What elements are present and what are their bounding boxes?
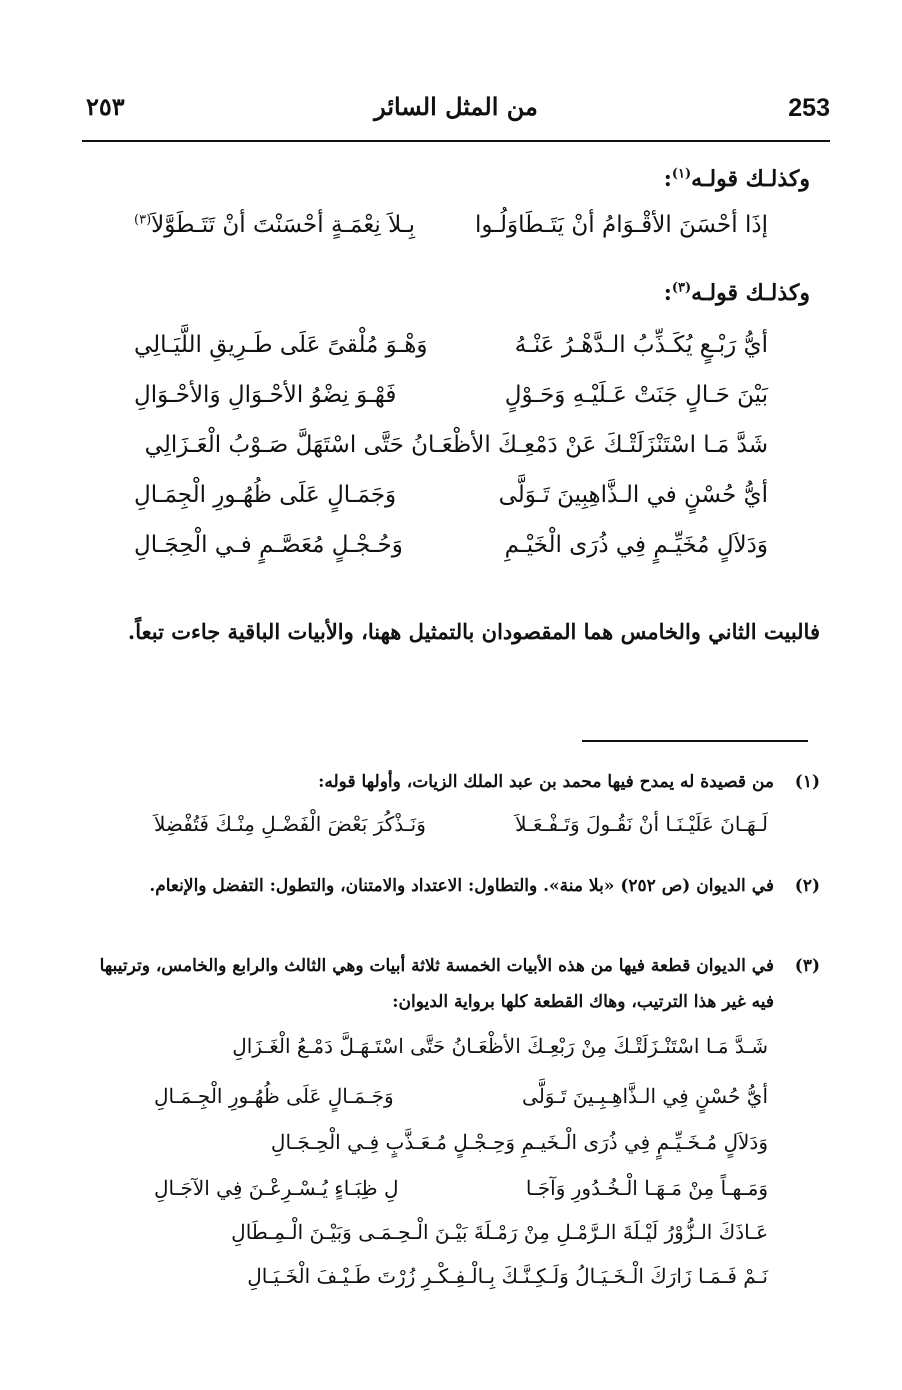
footnote-verse — [154, 1176, 768, 1216]
verse-second-hemistich: وَجَـمَـالٍ عَلَى ظُهُـورِ الْجِـمَـالِ — [154, 1084, 394, 1108]
footnote-text: في الديوان (ص ٢٥٢) «بلا منة». والتطاول: الاعتداد والامتنان، والتطول: التفضل والإنعام. — [149, 876, 774, 896]
intro-line-1 — [664, 166, 810, 192]
footnote-rule — [582, 740, 808, 742]
verse-line — [134, 432, 768, 480]
verse-first-hemistich: أيُّ رَبْـعٍ يُكَـذِّبُ الـدَّهْـرُ عَنْـهُ — [514, 332, 768, 358]
footnote-verse — [154, 1220, 768, 1260]
verse-full-line: شَـدَّ مَـا اسْتَنْـزَلَتْـكَ مِنْ رَبْعِـكَ الأظْعَـانُ حَتَّى اسْتَـهَـلَّ دَمْـعُ الْغَـزَالِ — [232, 1034, 768, 1058]
page-number-arabic: ٢٥٣ — [86, 92, 125, 121]
verse-second-hemistich: وَجَمَـالٍ عَلَى ظُهُـورِ الْجِمَـالِ — [134, 482, 397, 508]
footnote-number: (٢) — [794, 876, 820, 896]
verse-line — [134, 482, 768, 530]
page-number-latin: 253 — [788, 94, 830, 122]
footnote-marker: (٣) — [134, 212, 152, 228]
footnote-verse — [154, 812, 768, 852]
verse-first-hemistich: لَـهَـانَ عَلَيْـنَـا أنْ نَقُـولَ وَتَـفْـعَـلاَ — [515, 812, 768, 836]
verse-full-line: نَـمْ فَـمَـا زَارَكَ الْـخَـيَـالُ وَلَـكِـنَّـكَ بِـالْـفِـكْـرِ زُرْتَ طَـيْـفَ الْخَـيَـالِ — [247, 1264, 768, 1288]
verse-line — [134, 212, 768, 260]
body-paragraph: فالبيت الثاني والخامس هما المقصودان بالتمثيل ههنا، والأبيات الباقية جاءت تبعاً. — [127, 619, 820, 644]
footnote-number: (٣) — [794, 956, 820, 976]
verse-second-hemistich — [134, 212, 415, 238]
verse-full-line: عَـاذَكَ الـزُّوْرُ لَيْـلَةَ الـرَّمْـلِ مِنْ رَمْـلَةَ بَيْـنَ الْـحِـمَـى وَبَيْـنَ الْـمِـطَالِ — [231, 1220, 768, 1244]
verse-full-line: وَدَلاَلٍ مُـخَـيِّـمٍ فِي ذُرَى الْـخَيـمِ وَحِـجْـلٍ مُـعَـذَّبٍ فِـي الْحِـجَـالِ — [270, 1130, 768, 1154]
verse-line — [134, 382, 768, 430]
verse-first-hemistich: إذَا أحْسَنَ الأقْـوَامُ أنْ يَتَـطَاوَلُـوا — [474, 212, 768, 238]
footnote-marker: (١) — [671, 166, 692, 182]
verse-first-hemistich: أيُّ حُسْنٍ في الـذَّاهِبِينَ تَـوَلَّى — [498, 482, 768, 508]
footnote-text: من قصيدة له يمدح فيها محمد بن عبد الملك الزيات، وأولها قوله: — [318, 772, 774, 792]
intro-text: وكذلـك قولـه — [691, 166, 810, 192]
footnote-verse — [154, 1084, 768, 1124]
verse-second-hemistich: وَهْـوَ مُلْقىً عَلَى طَـرِيقِ اللَّيَـالِي — [134, 332, 428, 358]
footnote-verse — [154, 1034, 768, 1074]
page-header — [82, 88, 830, 132]
footnote-verse — [154, 1264, 768, 1304]
intro-line-2 — [664, 280, 810, 306]
footnote-2 — [72, 868, 820, 904]
verse-second-hemistich: لِ ظِبَـاءٍ يُـسْـرِعْـنَ فِي الآجَـالِ — [154, 1176, 399, 1200]
page-title: من المثل السائر — [374, 92, 538, 121]
verse-first-hemistich: وَدَلاَلٍ مُخَيِّـمٍ فِي ذُرَى الْخَيْـمِ — [504, 532, 768, 558]
verse-second-hemistich: فَهْـوَ نِضْوُ الأحْـوَالِ وَالأحْـوَالِ — [134, 382, 397, 408]
footnote-text: في الديوان قطعة فيها من هذه الأبيات الخمسة ثلاثة أبيات وهي الثالث والرابع والخامس، وترتيبها فيه غير هذا الترتيب، وهاك القطعة كلها برواية الديوان: — [99, 956, 774, 1012]
verse-second-hemistich: وَنَـذْكُرَ بَعْضَ الْفَضْـلِ مِنْـكَ فَتُفْضِلاَ — [154, 812, 426, 836]
verse-line — [134, 532, 768, 580]
verse-full-line: شَدَّ مَـا اسْتَنْزَلَتْـكَ عَنْ دَمْعِـكَ الأظْعَـانُ حَتَّى اسْتَهَلَّ صَـوْبُ الْعَـزَالِي — [144, 432, 768, 458]
footnote-marker: (٣) — [671, 280, 692, 296]
intro-text: وكذلـك قولـه — [691, 280, 810, 306]
verse-second-hemistich: وَحُـجْـلٍ مُعَصَّـمٍ فـي الْحِجَـالِ — [134, 532, 403, 558]
intro-colon: : — [663, 166, 672, 192]
header-rule — [82, 140, 830, 142]
verse-first-hemistich: أيُّ حُسْنٍ فِي الـذَّاهِـبِـينَ تَـوَلَّى — [522, 1084, 768, 1108]
footnote-verse — [154, 1130, 768, 1170]
footnote-3 — [72, 948, 820, 1020]
intro-colon: : — [663, 280, 672, 306]
footnote-1 — [72, 764, 820, 800]
footnote-number: (١) — [794, 772, 820, 792]
verse-first-hemistich: وَمَـهـاً مِنْ مَـهَـا الْـخُـدُورِ وَآجَـا — [525, 1176, 768, 1200]
verse-second-text: بِـلاَ نِعْمَـةٍ أحْسَنْتَ أنْ تَتَـطَوَّلاَ — [151, 212, 415, 238]
verse-first-hemistich: بَيْنَ حَـالٍ جَنَتْ عَـلَيْـهِ وَحَـوْلٍ — [504, 382, 768, 408]
verse-line — [134, 332, 768, 380]
